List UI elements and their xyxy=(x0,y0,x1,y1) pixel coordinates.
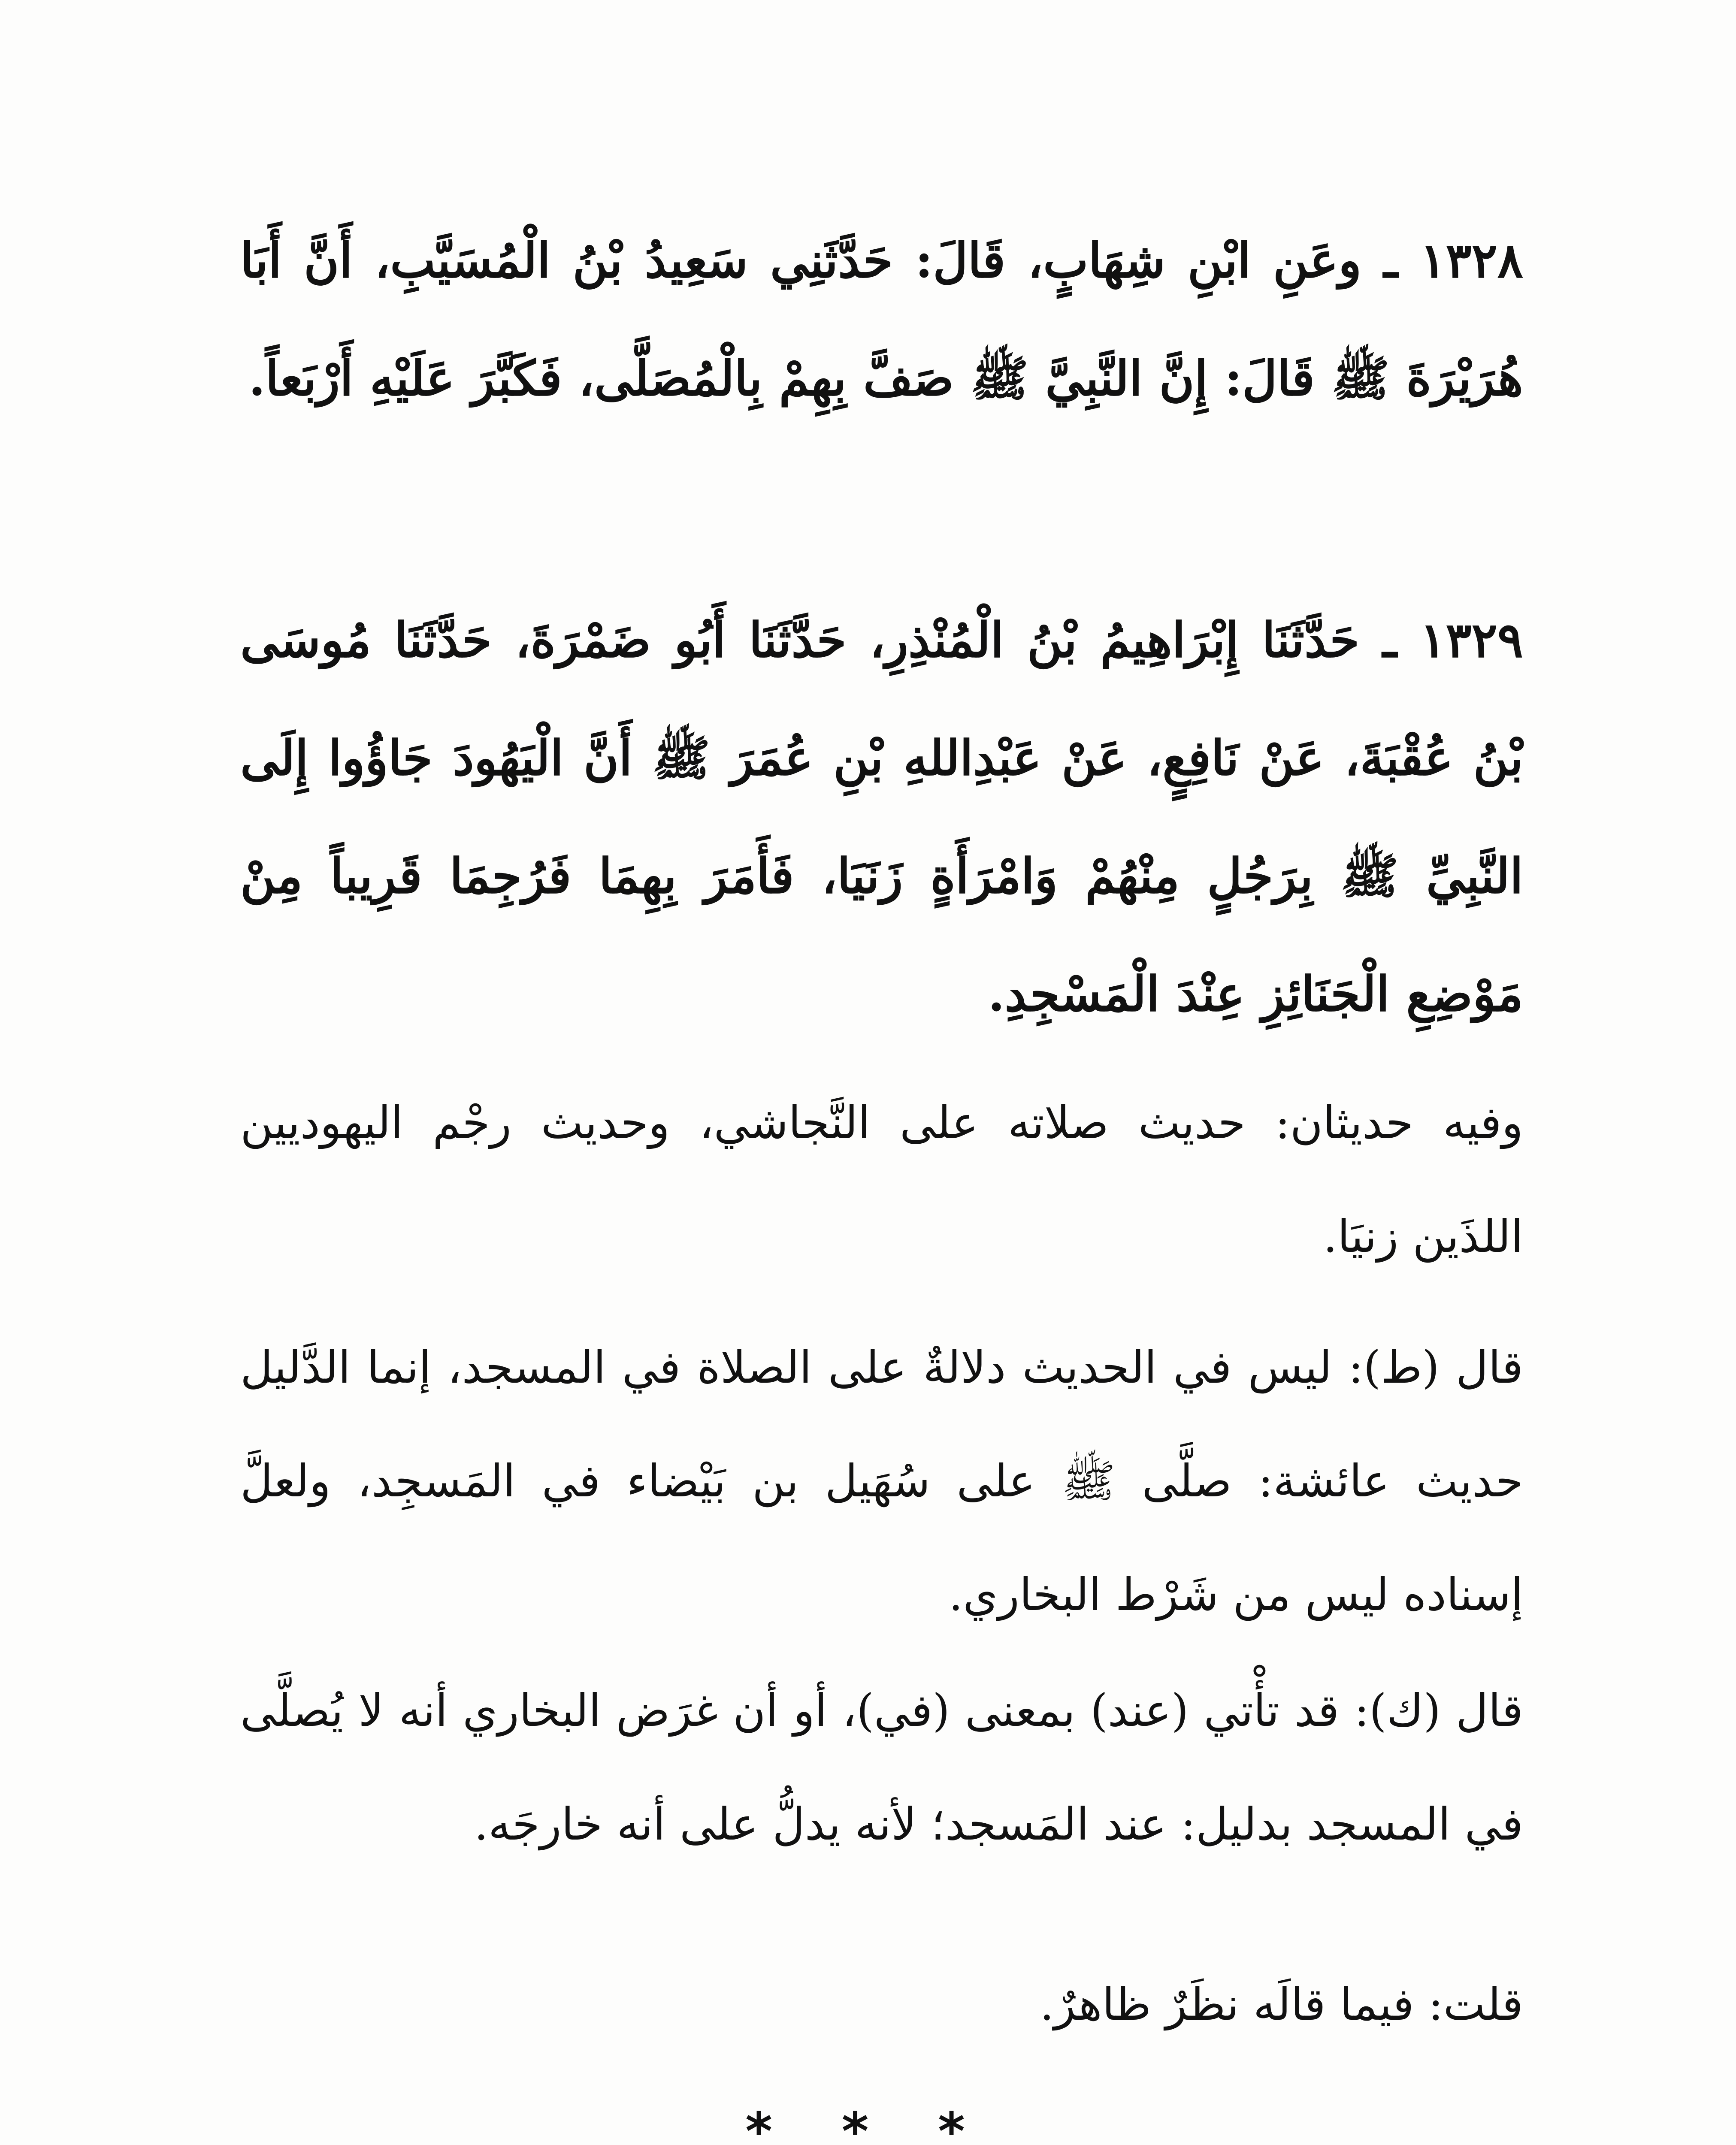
commentary-paragraph xyxy=(240,1066,1523,1293)
commentary-paragraph xyxy=(240,1948,1523,2061)
commentary-paragraph xyxy=(240,1654,1523,1881)
hadith-1328 xyxy=(240,202,1523,438)
commentary-text: قلت: فيما قالَه نظَرٌ ظاهرٌ. xyxy=(1040,1978,1523,2030)
section-separator: * * * xyxy=(745,2102,991,2145)
commentary-text: وفيه حديثان: حديث صلاته على النَّجاشي، وحديث رجْم اليهوديين اللذَين زنيَا. xyxy=(240,1097,1523,1263)
hadith-1329 xyxy=(240,581,1523,1053)
commentary-text: قال (ك): قد تأْتي (عند) بمعنى (في)، أو أن غرَض البخاري أنه لا يُصلَّى في المسجد بدليل: عند المَسجد؛ لأنه يدلُّ على أنه خارجَه. xyxy=(240,1684,1523,1850)
hadith-1329-text: ١٣٢٩ ـ حَدَّثَنَا إِبْرَاهِيمُ بْنُ الْمُنْذِرِ، حَدَّثَنَا أَبُو ضَمْرَةَ، حَدَّثَنَا مُوسَى بْنُ عُقْبَةَ، عَنْ نَافِعٍ، عَنْ عَبْدِاللهِ بْنِ عُمَرَ ﷺ أَنَّ الْيَهُودَ جَاؤُوا إِلَى النَّبِيِّ ﷺ بِرَجُلٍ مِنْهُمْ وَامْرَأَةٍ زَنَيَا، فَأَمَرَ بِهِمَا فَرُجِمَا قَرِيباً مِنْ مَوْضِعِ الْجَنَائِزِ عِنْدَ الْمَسْجِدِ. xyxy=(240,612,1523,1022)
hadith-1328-text: ١٣٢٨ ـ وعَنِ ابْنِ شِهَابٍ، قَالَ: حَدَّثَنِي سَعِيدُ بْنُ الْمُسَيَّبِ، أَنَّ أَبَا هُرَيْرَةَ ﷺ قَالَ: إِنَّ النَّبِيَّ ﷺ صَفَّ بِهِمْ بِالْمُصَلَّى، فَكَبَّرَ عَلَيْهِ أَرْبَعاً. xyxy=(240,233,1523,407)
commentary-paragraph xyxy=(240,1311,1523,1652)
commentary-text: قال (ط): ليس في الحديث دلالةٌ على الصلاة في المسجد، إنما الدَّليل حديث عائشة: صلَّى ﷺ على سُهَيل بن بَيْضاء في المَسجِد، ولعلَّ إسناده ليس من شَرْط البخاري. xyxy=(240,1341,1523,1621)
